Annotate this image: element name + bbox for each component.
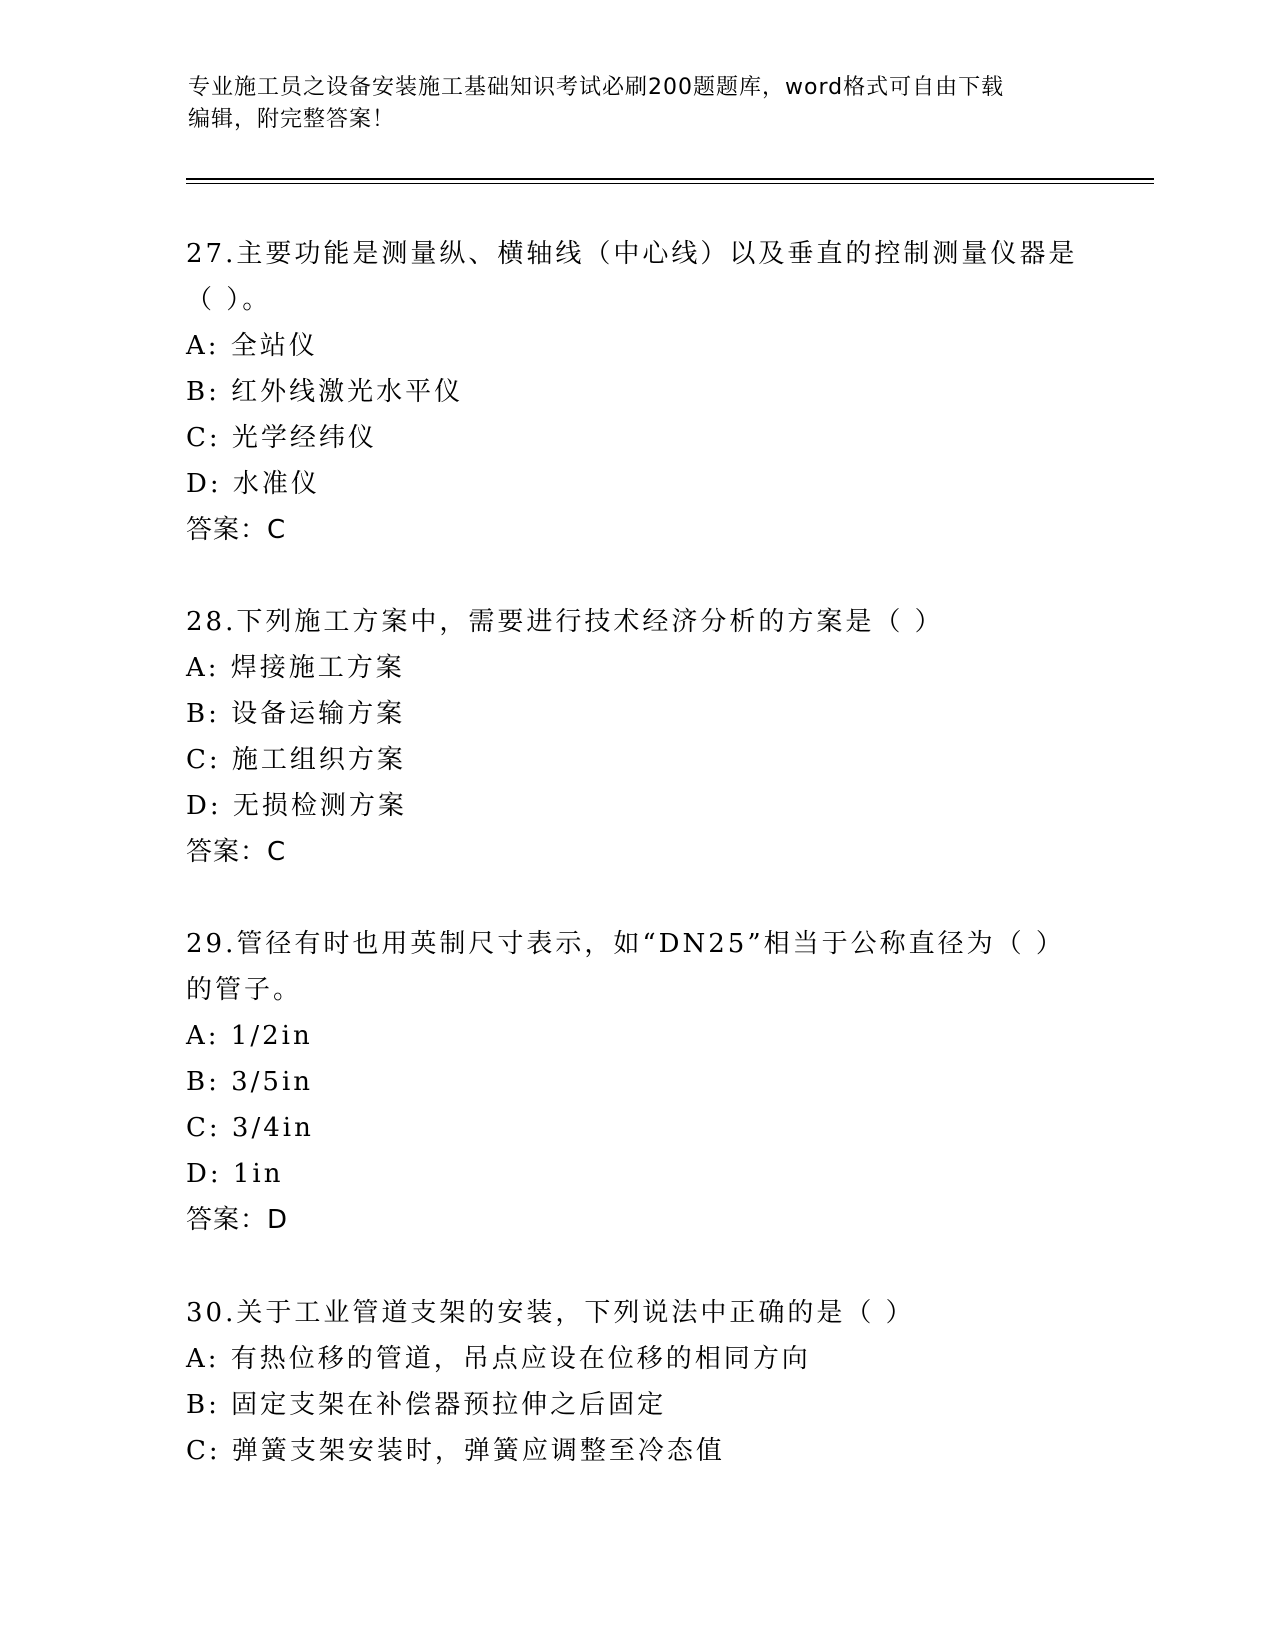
option-d: D: 水准仪 (186, 469, 320, 499)
question-stem: 30.关于工业管道支架的安装，下列说法中正确的是（ ） (186, 1298, 915, 1328)
question-stem: 29.管径有时也用英制尺寸表示，如“DN25”相当于公称直径为（ ） (186, 929, 1065, 959)
option-c: C: 弹簧支架安装时，弹簧应调整至冷态值 (186, 1436, 725, 1466)
option-a: A: 有热位移的管道，吊点应设在位移的相同方向 (186, 1344, 811, 1374)
header-divider (186, 178, 1154, 184)
header-line-2: 编辑，附完整答案！ (188, 107, 396, 132)
option-d: D: 1in (186, 1159, 284, 1189)
question-stem-continued: （ ）。 (186, 285, 272, 315)
question-stem: 27.主要功能是测量纵、横轴线（中心线）以及垂直的控制测量仪器是 (186, 239, 1078, 269)
question-30 (186, 1290, 1146, 1474)
option-b: B: 3/5in (186, 1067, 314, 1097)
option-a: A: 焊接施工方案 (186, 653, 405, 683)
header-line-1: 专业施工员之设备安装施工基础知识考试必刷200题题库，word格式可自由下载 (188, 75, 1005, 100)
option-c: C: 3/4in (186, 1113, 314, 1143)
question-stem: 28.下列施工方案中，需要进行技术经济分析的方案是（ ） (186, 607, 944, 637)
option-c: C: 施工组织方案 (186, 745, 406, 775)
answer: 答案：C (186, 515, 287, 545)
question-27 (186, 231, 1146, 553)
option-a: A: 1/2in (186, 1021, 313, 1051)
answer: 答案：C (186, 837, 287, 867)
option-c: C: 光学经纬仪 (186, 423, 377, 453)
option-b: B: 红外线激光水平仪 (186, 377, 464, 407)
option-b: B: 设备运输方案 (186, 699, 406, 729)
question-28 (186, 599, 1146, 875)
answer: 答案：D (186, 1205, 289, 1235)
option-b: B: 固定支架在补偿器预拉伸之后固定 (186, 1390, 667, 1420)
option-d: D: 无损检测方案 (186, 791, 407, 821)
question-stem-continued: 的管子。 (186, 975, 303, 1005)
question-29 (186, 921, 1146, 1243)
option-a: A: 全站仪 (186, 331, 318, 361)
document-header (188, 72, 1088, 136)
